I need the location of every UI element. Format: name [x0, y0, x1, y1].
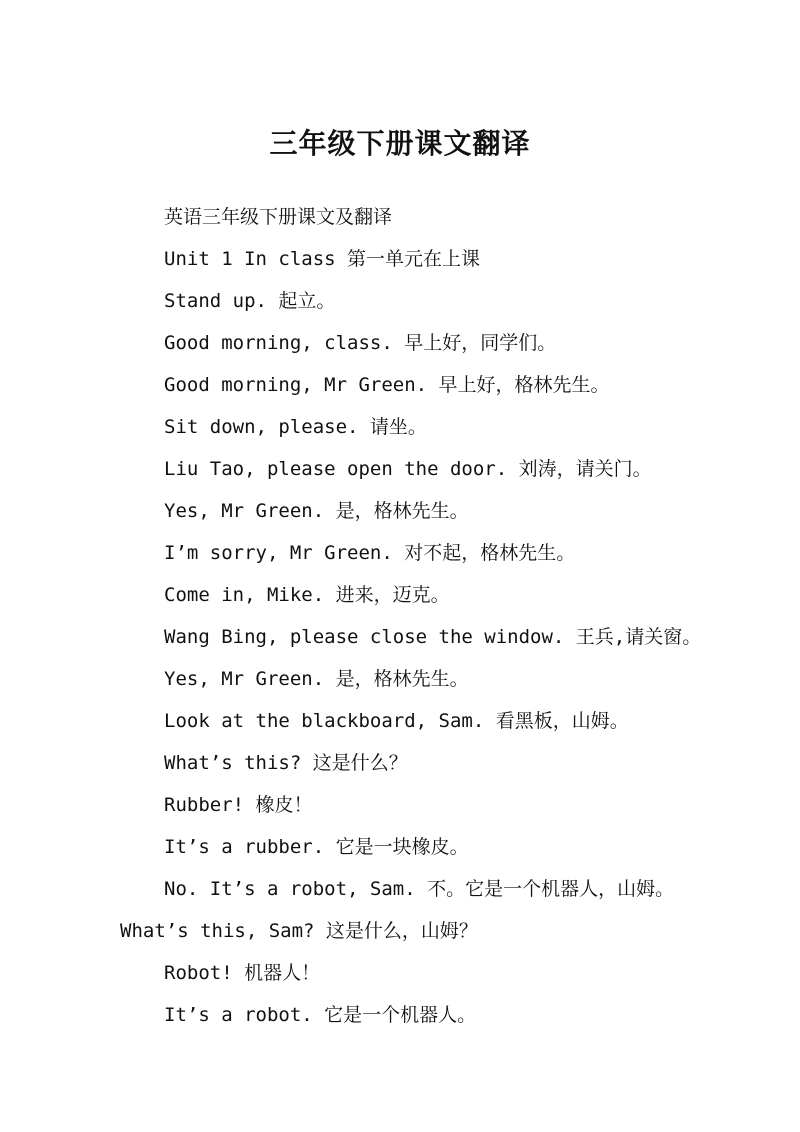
text-line: It’s a robot. 它是一个机器人。 [164, 1004, 477, 1026]
text-line: I’m sorry, Mr Green. 对不起，格林先生。 [164, 542, 576, 564]
text-line-unit-heading: Unit 1 In class 第一单元在上课 [164, 248, 481, 270]
text-line: Liu Tao, please open the door. 刘涛，请关门。 [164, 458, 652, 480]
text-line: Good morning, Mr Green. 早上好，格林先生。 [164, 374, 610, 396]
text-line: Yes, Mr Green. 是，格林先生。 [164, 500, 469, 522]
text-line: Yes, Mr Green. 是，格林先生。 [164, 668, 469, 690]
text-line: Come in, Mike. 进来，迈克。 [164, 584, 450, 606]
text-line: Robot! 机器人！ [164, 962, 321, 984]
text-line: Sit down, please. 请坐。 [164, 416, 427, 438]
text-line: What’s this? 这是什么？ [164, 752, 408, 774]
text-line: No. It’s a robot, Sam. 不。它是一个机器人，山姆。 [164, 878, 675, 900]
text-line: It’s a rubber. 它是一块橡皮。 [164, 836, 469, 858]
text-body [0, 196, 800, 1036]
text-line-intro: 英语三年级下册课文及翻译 [164, 206, 393, 228]
text-line: Rubber! 橡皮！ [164, 794, 313, 816]
text-line-wrapped: What’s this, Sam? 这是什么，山姆？ [120, 920, 478, 942]
document-title: 三年级下册课文翻译 [269, 127, 531, 160]
text-line: Good morning, class. 早上好，同学们。 [164, 332, 557, 354]
text-line: Stand up. 起立。 [164, 290, 336, 312]
text-line: Wang Bing, please close the window. 王兵,请关窗。 [164, 626, 702, 648]
text-line: Look at the blackboard, Sam. 看黑板，山姆。 [164, 710, 629, 732]
